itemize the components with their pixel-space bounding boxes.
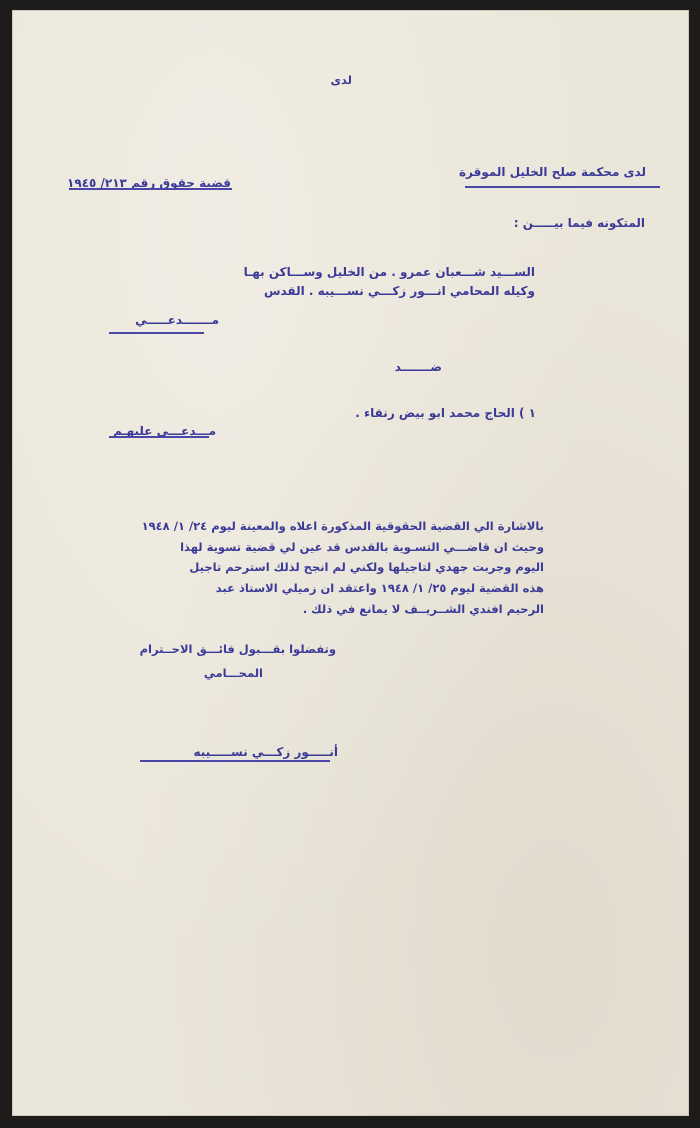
body-line-3: اليوم وجربت جهدي لتاجيلها ولكني لم انجح لذلك استرحم تاجيل xyxy=(189,560,544,574)
plaintiff-line-2: وكيله المحامي انـــور زكـــي نســـيبه . القدس xyxy=(263,284,535,298)
signature-underline xyxy=(140,760,330,762)
defendant-role-underline xyxy=(109,436,209,438)
plaintiff-line-1: الســـيد شـــعبان عمرو . من الخليل وســـاكن بهـا xyxy=(243,265,535,279)
body-line-1: بالاشارة الي القضية الحقوقية المذكورة اعلاه والمعينة ليوم ٢٤/ ١/ ١٩٤٨ xyxy=(141,519,544,533)
body-line-2: وحيث ان قاضـــي التسـوية بالقدس قد عين لي قضية تسوية لهذا xyxy=(180,540,544,554)
case-underline xyxy=(69,188,232,190)
defendant-line-1: ١ ) الحاج محمد ابو بيض رنقاء . xyxy=(355,406,536,420)
closing-line: وتفضلوا بقـــبول فائـــق الاحــترام xyxy=(139,642,336,656)
signature-name: أنـــــور زكـــي نســـــيبه xyxy=(193,745,338,759)
case-reference: قضية حقوق رقم ٢١٣/ ١٩٤٥ xyxy=(67,176,231,190)
parties-intro: المتكونه فيما بيـــــن : xyxy=(513,216,645,230)
closing-title: المحـــامي xyxy=(203,666,263,680)
defendant-role: مـــدعـــي عليهـم xyxy=(113,424,216,438)
versus-label: ضـــــــد xyxy=(394,360,442,374)
court-heading: لدى محكمة صلح الخليل الموقرة xyxy=(458,165,646,179)
plaintiff-role: مـــــــدعـــــي xyxy=(135,313,219,327)
body-line-4: هذه القضية ليوم ٢٥/ ١/ ١٩٤٨ واعتقد ان زميلي الاستاذ عبد xyxy=(215,581,544,595)
plaintiff-role-underline xyxy=(109,332,204,334)
header-top: لدى xyxy=(330,73,352,87)
court-underline xyxy=(465,186,660,188)
body-line-5: الرحيم افندي الشــريــف لا يمانع في ذلك . xyxy=(302,602,544,616)
document-page xyxy=(12,10,689,1116)
